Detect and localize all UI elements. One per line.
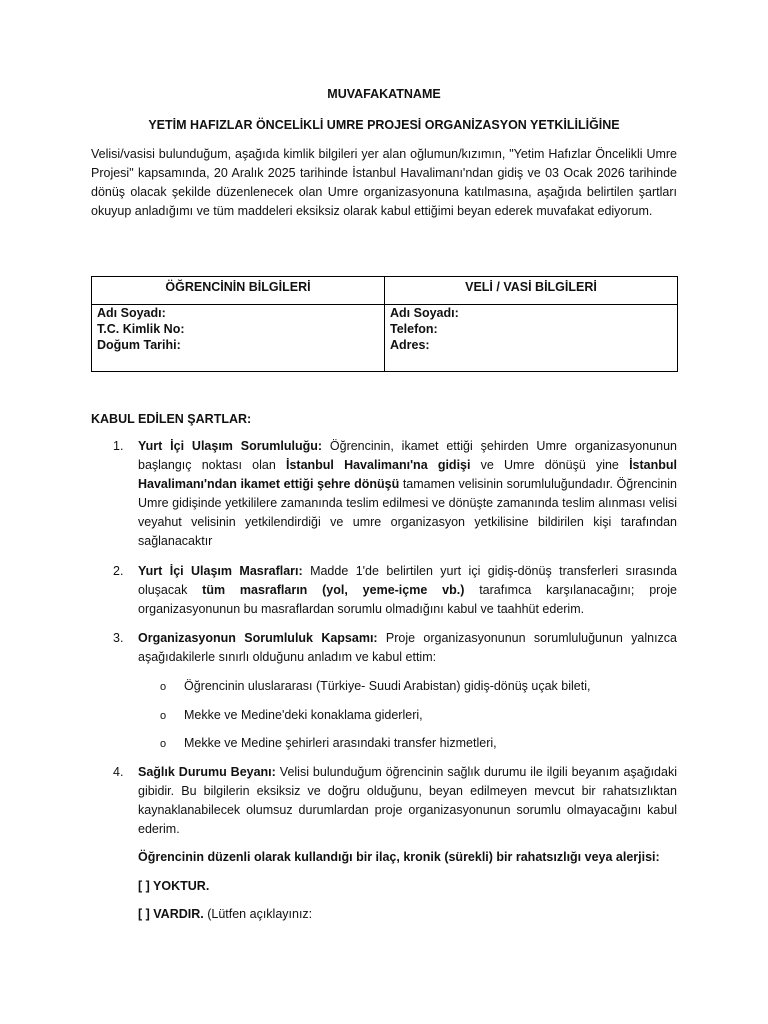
parent-address-field: Adres: bbox=[385, 337, 678, 371]
option-yes-label: [ ] VARDIR. bbox=[138, 907, 204, 921]
term-item-1 bbox=[113, 437, 677, 551]
term-number: 3. bbox=[113, 631, 124, 645]
option-yes bbox=[138, 905, 678, 924]
option-no: [ ] YOKTUR. bbox=[138, 879, 210, 893]
term-number: 4. bbox=[113, 765, 124, 779]
term-item-2 bbox=[113, 562, 677, 619]
student-name-field: Adı Soyadı: bbox=[92, 305, 385, 322]
term-number: 1. bbox=[113, 439, 124, 453]
list-item bbox=[160, 734, 497, 754]
health-question: Öğrencinin düzenli olarak kullandığı bir ilaç, kronik (sürekli) bir rahatsızlığı veya alerjisi: bbox=[138, 850, 660, 864]
intro-paragraph: Velisi/vasisi bulunduğum, aşağıda kimlik bilgileri yer alan oğlumun/kızımın, "Yetim Hafızlar Öncelikli Umre Projesi" kapsamında, 20 Aralık 2025 tarihinde İstanbul Havalimanı'ndan gidiş ve 03 Ocak 2026 tarihinde dönüş olacak şekilde düzenlenecek olan Umre organizasyonuna katılmasına, aşağıda belirtilen şartları okuyup anladığımı ve tüm maddeleri eksiksiz olarak kabul ettiğimi beyan ederek muvafakat ediyorum. bbox=[91, 147, 677, 218]
document-title: MUVAFAKATNAME bbox=[327, 87, 441, 101]
student-info-header: ÖĞRENCİNİN BİLGİLERİ bbox=[92, 277, 385, 305]
parent-name-field: Adı Soyadı: bbox=[385, 305, 678, 322]
bullet-text: Mekke ve Medine'deki konaklama giderleri, bbox=[184, 708, 423, 722]
term-text: Madde 1'de belirtilen yurt içi gidiş-dönüş transferleri sırasında oluşacak bbox=[138, 564, 677, 597]
term-text: ve Umre dönüşü yine bbox=[470, 458, 630, 472]
terms-heading: KABUL EDİLEN ŞARTLAR: bbox=[91, 412, 252, 426]
term-item-4 bbox=[113, 763, 677, 839]
table-row bbox=[92, 337, 678, 371]
term-title: Yurt İçi Ulaşım Masrafları: bbox=[138, 564, 303, 578]
bullet-icon: o bbox=[160, 681, 167, 693]
bullet-text: Mekke ve Medine şehirleri arasındaki transfer hizmetleri, bbox=[184, 736, 497, 750]
info-table bbox=[91, 276, 678, 372]
student-birthdate-field: Doğum Tarihi: bbox=[92, 337, 385, 371]
term-title: Sağlık Durumu Beyanı: bbox=[138, 765, 276, 779]
bullet-text: Öğrencinin uluslararası (Türkiye- Suudi Arabistan) gidiş-dönüş uçak bileti, bbox=[184, 679, 591, 693]
term-text: tamamen velisinin sorumluluğundadır. Öğrencinin Umre gidişinde yetkililere zamanında teslim edilmesi ve dönüşte zamanında teslim alınması velisi veyahut velisinin yetkilendirdiği ve umre organizasyon yetkilisine bildirilen kişi tarafından sağlanacaktır bbox=[138, 477, 677, 548]
term-bold-text: İstanbul Havalimanı'ndan ikamet ettiği şehre dönüşü bbox=[138, 458, 677, 491]
parent-phone-field: Telefon: bbox=[385, 321, 678, 337]
term-number: 2. bbox=[113, 564, 124, 578]
term-text: Velisi bulunduğum öğrencinin sağlık durumu ile ilgili beyanım aşağıdaki gibidir. Bu bilgilerin eksiksiz ve doğru olduğunu, beyan edilmeyen mevcut bir rahatsızlıktan kaynaklanabilecek olumsuz durumlardan proje organizasyonunun sorumlu olmayacağını kabul ederim. bbox=[138, 765, 677, 836]
bullet-icon: o bbox=[160, 738, 167, 750]
term-text: tarafımca karşılanacağını; proje organizasyonunun bu masraflardan sorumlu olmadığını kabul ve taahhüt ederim. bbox=[138, 583, 677, 616]
term-title: Organizasyonun Sorumluluk Kapsamı: bbox=[138, 631, 378, 645]
term-title: Yurt İçi Ulaşım Sorumluluğu: bbox=[138, 439, 323, 453]
document-subtitle: YETİM HAFIZLAR ÖNCELİKLİ UMRE PROJESİ ORGANİZASYON YETKİLİLİĞİNE bbox=[148, 118, 620, 132]
term-text: Proje organizasyonunun sorumluluğunun yalnızca aşağıdakilerle sınırlı olduğunu anladım ve kabul ettim: bbox=[138, 631, 677, 664]
list-item bbox=[160, 706, 423, 726]
student-id-field: T.C. Kimlik No: bbox=[92, 321, 385, 337]
term-bold-text: İstanbul Havalimanı'na gidişi bbox=[285, 458, 471, 472]
term-item-3 bbox=[113, 629, 677, 667]
term-text: Öğrencinin, ikamet ettiği şehirden Umre organizasyonunun başlangıç noktası olan bbox=[138, 439, 677, 472]
table-row bbox=[92, 321, 678, 337]
bullet-icon: o bbox=[160, 710, 167, 722]
table-row bbox=[92, 305, 678, 322]
parent-info-header: VELİ / VASİ BİLGİLERİ bbox=[385, 277, 678, 305]
option-yes-note: (Lütfen açıklayınız: bbox=[203, 907, 313, 921]
term-bold-text: tüm masrafların (yol, yeme-içme vb.) bbox=[202, 583, 465, 597]
list-item bbox=[160, 677, 590, 697]
